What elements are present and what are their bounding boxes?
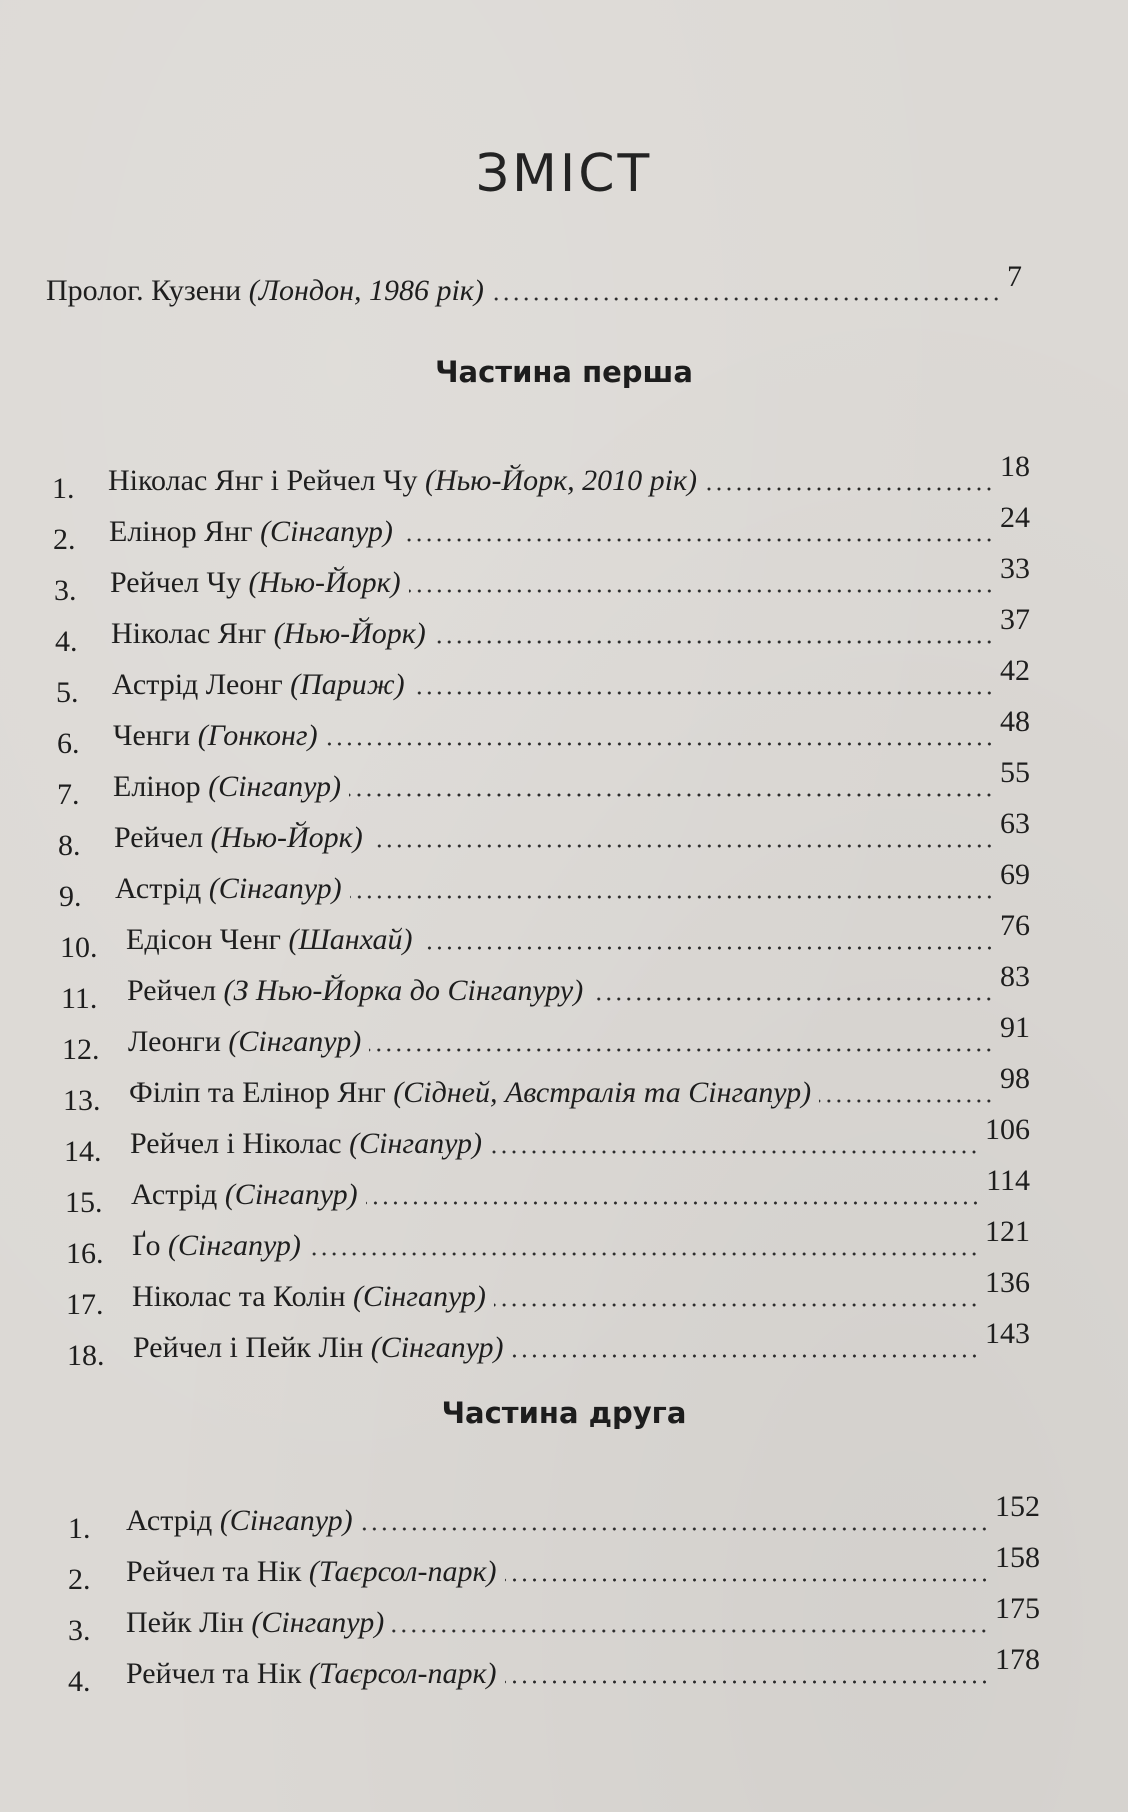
entry-title-text: Леонги <box>128 1025 229 1058</box>
entry-place: (Сінгапур) <box>251 1606 385 1639</box>
entry-number: 1. <box>52 472 75 505</box>
entry-number: 10. <box>60 931 98 964</box>
entry-number: 2. <box>53 523 76 556</box>
prologue-entry <box>46 262 1022 308</box>
entry-page-number: 76 <box>1000 909 1030 942</box>
entry-title <box>115 872 342 906</box>
dot-leader <box>434 639 994 645</box>
entry-title <box>131 1178 358 1212</box>
dot-leader <box>505 1577 990 1583</box>
entry-title-text: Ніколас Янг <box>111 617 274 650</box>
entry-page-number: 24 <box>1000 501 1030 534</box>
entry-title-text: Ніколас та Колін <box>132 1280 354 1313</box>
entry-title <box>133 1331 504 1365</box>
entry-page-number: 48 <box>1000 705 1030 738</box>
toc-entry <box>59 858 1030 913</box>
entry-title <box>132 1229 301 1263</box>
entry-place: (Сінгапур) <box>370 1331 504 1364</box>
entry-title-text: Ніколас Янг і Рейчел Чу <box>108 464 425 497</box>
entry-number: 15. <box>65 1186 103 1219</box>
entry-title-text: Астрід <box>131 1178 225 1211</box>
entry-place: (Сідней, Австралія та Сінгапур) <box>393 1076 812 1109</box>
entry-page-number: 69 <box>1000 858 1030 891</box>
entry-title <box>112 668 405 702</box>
toc-entry <box>57 705 1030 760</box>
entry-number: 4. <box>68 1665 91 1698</box>
dot-leader <box>512 1353 979 1359</box>
entry-title <box>129 1076 811 1110</box>
entry-page-number: 18 <box>1000 450 1030 483</box>
dot-leader <box>591 996 994 1002</box>
toc-entry <box>66 1266 1030 1321</box>
entry-title <box>132 1280 486 1314</box>
entry-number: 12. <box>62 1033 100 1066</box>
entry-title <box>108 464 697 498</box>
entry-title-text: Рейчел і Ніколас <box>130 1127 350 1160</box>
entry-place: (Сінгапур) <box>224 1178 358 1211</box>
entry-number: 8. <box>58 829 81 862</box>
entry-title-text: Рейчел <box>127 974 224 1007</box>
entry-place: (З Нью-Йорка до Сінгапуру) <box>223 974 584 1007</box>
entry-place: (Таєрсол-парк) <box>308 1555 497 1588</box>
entry-title <box>113 719 318 753</box>
entry-number: 9. <box>59 880 82 913</box>
entry-title-text: Астрід <box>115 872 209 905</box>
entry-place: (Париж) <box>290 668 405 701</box>
entry-place: (Нью-Йорк) <box>210 821 363 854</box>
dot-leader <box>494 1302 979 1308</box>
toc-entry <box>58 807 1030 862</box>
entry-number: 1. <box>68 1512 91 1545</box>
dot-leader <box>401 537 994 543</box>
dot-leader <box>369 1047 994 1053</box>
entry-place: (Сінгапур) <box>208 872 342 905</box>
toc-entry <box>53 501 1030 556</box>
entry-page-number: 121 <box>985 1215 1030 1248</box>
entry-title-text: Едісон Ченг <box>126 923 289 956</box>
entry-title <box>126 1555 497 1589</box>
toc-entry <box>56 654 1030 709</box>
toc-entry <box>65 1164 1030 1219</box>
toc-entry <box>68 1643 1040 1698</box>
entry-title-text: Пролог. Кузени <box>46 274 249 307</box>
dot-leader <box>326 741 994 747</box>
entry-title-text: Рейчел та Нік <box>126 1657 309 1690</box>
entry-title <box>128 1025 361 1059</box>
dot-leader <box>819 1098 994 1104</box>
entry-title <box>126 1657 497 1691</box>
toc-entry <box>61 960 1030 1015</box>
entry-page-number: 152 <box>995 1490 1040 1523</box>
entry-place: (Шанхай) <box>288 923 413 956</box>
entry-number: 16. <box>66 1237 104 1270</box>
entry-title <box>110 566 401 600</box>
entry-title-text: Ченги <box>113 719 198 752</box>
dot-leader <box>492 296 1001 302</box>
dot-leader <box>705 486 994 492</box>
part1-heading: Частина перша <box>435 355 693 389</box>
entry-number: 3. <box>68 1614 91 1647</box>
entry-page-number: 91 <box>1000 1011 1030 1044</box>
entry-place: (Нью-Йорк) <box>273 617 426 650</box>
entry-number: 11. <box>61 982 98 1015</box>
entry-title-text: Елінор Янг <box>109 515 261 548</box>
toc-entry <box>57 756 1030 811</box>
dot-leader <box>309 1251 979 1257</box>
entry-page-number: 106 <box>985 1113 1030 1146</box>
entry-title <box>113 770 341 804</box>
entry-title-text: Філіп та Елінор Янг <box>129 1076 394 1109</box>
entry-page-number: 178 <box>995 1643 1040 1676</box>
entry-title-text: Ґо <box>132 1229 169 1262</box>
entry-page-number: 55 <box>1000 756 1030 789</box>
entry-title-text: Астрід <box>126 1504 220 1537</box>
entry-number: 5. <box>56 676 79 709</box>
entry-number: 4. <box>55 625 78 658</box>
dot-leader <box>350 894 994 900</box>
dot-leader <box>409 588 994 594</box>
toc-entry <box>55 603 1030 658</box>
toc-entry <box>63 1062 1030 1117</box>
dot-leader <box>413 690 994 696</box>
dot-leader <box>361 1526 989 1532</box>
entry-title-text: Рейчел та Нік <box>126 1555 309 1588</box>
entry-title <box>130 1127 482 1161</box>
entry-place: (Сінгапур) <box>353 1280 486 1313</box>
entry-page-number: 143 <box>985 1317 1030 1350</box>
entry-page-number: 83 <box>1000 960 1030 993</box>
toc-entry <box>54 552 1030 607</box>
entry-number: 2. <box>68 1563 91 1596</box>
entry-title <box>111 617 426 651</box>
entry-title <box>127 974 583 1008</box>
entry-place: (Сінгапур) <box>208 770 342 803</box>
entry-place: (Нью-Йорк) <box>248 566 401 599</box>
entry-number: 17. <box>66 1288 104 1321</box>
entry-title-text: Рейчел <box>114 821 211 854</box>
entry-title <box>109 515 393 549</box>
entry-place: (Нью-Йорк, 2010 рік) <box>425 464 698 497</box>
toc-entry <box>60 909 1030 964</box>
entry-number: 6. <box>57 727 80 760</box>
toc-entry <box>62 1011 1030 1066</box>
entry-place: (Сінгапур) <box>219 1504 353 1537</box>
part2-heading: Частина друга <box>441 1396 687 1430</box>
entry-place: (Таєрсол-парк) <box>308 1657 497 1690</box>
toc-entry <box>68 1490 1040 1545</box>
toc-entry <box>66 1215 1030 1270</box>
entry-title <box>126 1504 353 1538</box>
entry-page-number: 42 <box>1000 654 1030 687</box>
dot-leader <box>490 1149 979 1155</box>
entry-title <box>126 1606 384 1640</box>
toc-entry <box>68 1592 1040 1647</box>
entry-page-number: 114 <box>986 1164 1030 1197</box>
entry-page-number: 158 <box>995 1541 1040 1574</box>
entry-place: (Гонконг) <box>197 719 318 752</box>
entry-page-number: 175 <box>995 1592 1040 1625</box>
dot-leader <box>505 1679 990 1685</box>
entry-page-number: 98 <box>1000 1062 1030 1095</box>
entry-place: (Сінгапур) <box>260 515 393 548</box>
entry-title-text: Елінор <box>113 770 209 803</box>
entry-number: 13. <box>63 1084 101 1117</box>
entry-title-text: Рейчел і Пейк Лін <box>133 1331 371 1364</box>
entry-title-text: Рейчел Чу <box>110 566 249 599</box>
toc-entry <box>52 450 1030 505</box>
toc-entry <box>64 1113 1030 1168</box>
entry-page-number: 136 <box>985 1266 1030 1299</box>
page-title: ЗМІСТ <box>475 144 653 204</box>
entry-page-number: 7 <box>1007 260 1022 293</box>
entry-number: 14. <box>64 1135 102 1168</box>
entry-title-text: Астрід Леонг <box>112 668 291 701</box>
dot-leader <box>366 1200 980 1206</box>
dot-leader <box>349 792 994 798</box>
entry-page-number: 33 <box>1000 552 1030 585</box>
entry-place: (Лондон, 1986 рік) <box>248 274 484 307</box>
dot-leader <box>392 1628 989 1634</box>
entry-number: 3. <box>54 574 77 607</box>
entry-page-number: 37 <box>1000 603 1030 636</box>
toc-entry <box>68 1541 1040 1596</box>
entry-page-number: 63 <box>1000 807 1030 840</box>
entry-number: 18. <box>67 1339 105 1372</box>
dot-leader <box>421 945 994 951</box>
entry-place: (Сінгапур) <box>349 1127 482 1160</box>
entry-place: (Сінгапур) <box>228 1025 362 1058</box>
entry-title-text: Пейк Лін <box>126 1606 252 1639</box>
entry-place: (Сінгапур) <box>168 1229 301 1262</box>
entry-number: 7. <box>57 778 80 811</box>
toc-entry <box>67 1317 1030 1372</box>
entry-title <box>46 274 484 308</box>
dot-leader <box>371 843 994 849</box>
entry-title <box>126 923 413 957</box>
entry-title <box>114 821 363 855</box>
